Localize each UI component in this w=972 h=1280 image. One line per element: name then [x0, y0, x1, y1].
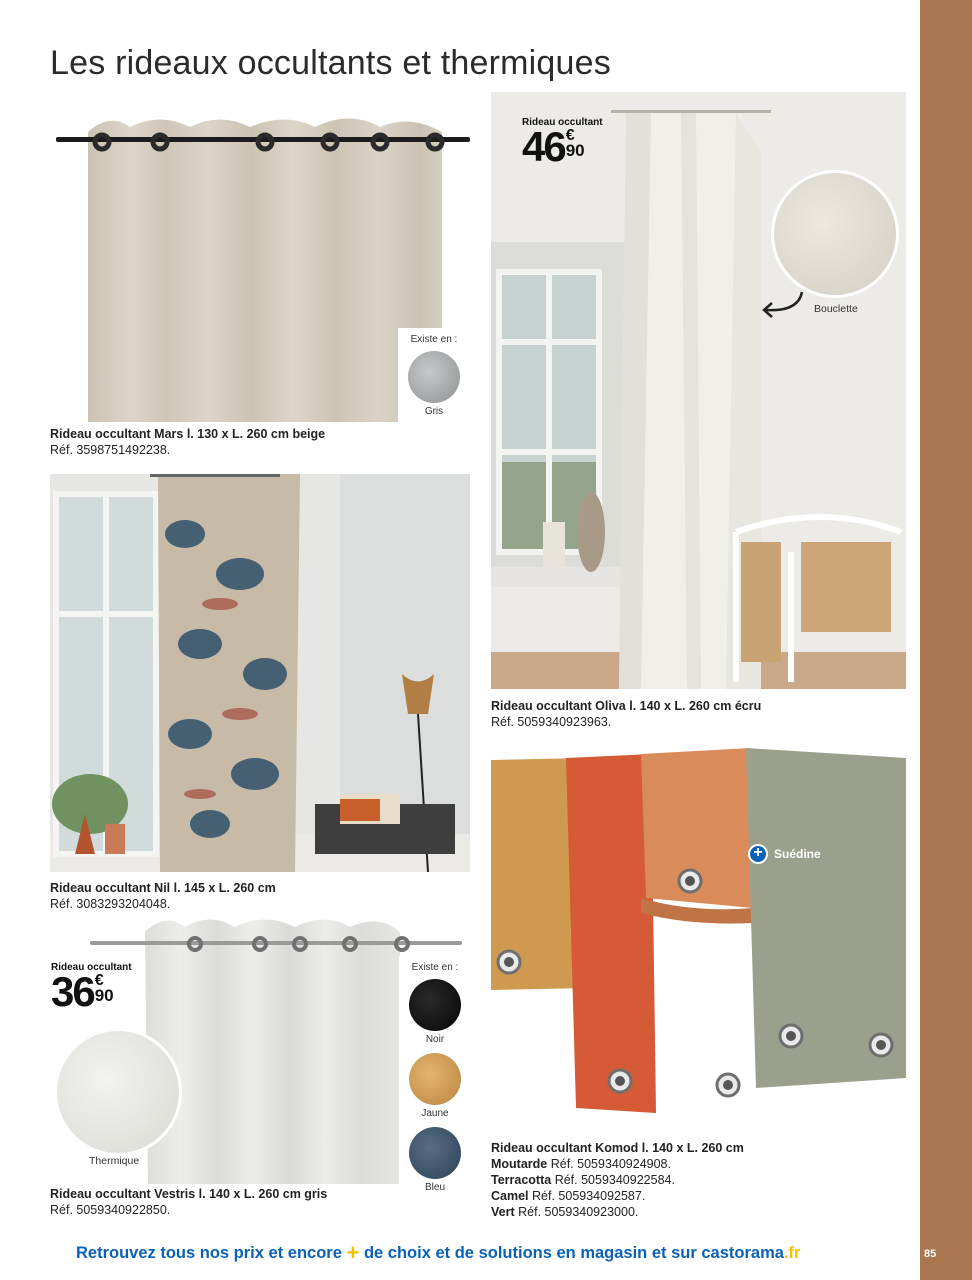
price-label: Rideau occultant [522, 117, 603, 128]
product-ref: Réf. 3598751492238. [50, 443, 171, 457]
variants-title: Existe en : [410, 334, 458, 345]
komod-caption [491, 1140, 744, 1220]
bouclette-label: Bouclette [814, 303, 858, 315]
product-name: Rideau occultant Vestris l. 140 x L. 260 cm gris [50, 1187, 328, 1201]
price-cents: 90 [565, 141, 585, 160]
bouclette-zoom-circle [771, 170, 899, 298]
swatch-noir[interactable] [409, 979, 461, 1031]
price-euros: 36 [51, 968, 94, 1015]
color-row [491, 1204, 744, 1220]
suedine-badge [748, 844, 821, 864]
color-row [491, 1156, 744, 1172]
product-ref: Réf. 5059340923963. [491, 715, 612, 729]
mars-caption [50, 426, 325, 458]
color-row [491, 1172, 744, 1188]
color-name: Vert [491, 1205, 515, 1219]
swatch-gris[interactable] [408, 351, 460, 403]
color-name: Camel [491, 1189, 529, 1203]
page-title: Les rideaux occultants et thermiques [50, 44, 611, 82]
curved-arrow-icon [758, 288, 808, 324]
nil-caption [50, 880, 276, 912]
page-number: 85 [924, 1248, 937, 1260]
color-ref: Réf. 5059340922584. [554, 1173, 675, 1187]
swatch-label: Noir [425, 1034, 445, 1045]
price-currency: € [94, 972, 104, 989]
vestris-price-tag [51, 962, 132, 1015]
oliva-price-tag [522, 117, 603, 170]
color-ref: Réf. 5059340923000. [518, 1205, 639, 1219]
thermique-zoom-circle [54, 1028, 182, 1156]
product-name: Rideau occultant Komod l. 140 x L. 260 cm [491, 1141, 744, 1155]
vestris-caption [50, 1186, 327, 1218]
mars-variants-box [398, 328, 470, 425]
yellow-plus-icon: + [346, 1240, 360, 1265]
plus-icon: + [748, 844, 768, 864]
swatch-jaune[interactable] [409, 1053, 461, 1105]
swatch-label: Gris [424, 406, 444, 417]
color-ref: Réf. 505934092587. [532, 1189, 646, 1203]
color-name: Terracotta [491, 1173, 552, 1187]
swatch-label: Jaune [421, 1108, 449, 1119]
product-name: Rideau occultant Mars l. 130 x L. 260 cm beige [50, 427, 326, 441]
variants-title: Existe en : [411, 962, 459, 973]
product-ref: Réf. 3083293204048. [50, 897, 171, 911]
price-currency: € [565, 127, 575, 144]
badge-label: Suédine [774, 847, 821, 861]
footer-link-domain[interactable]: .fr [783, 1244, 801, 1262]
product-ref: Réf. 5059340922850. [50, 1203, 171, 1217]
footer-banner [76, 1240, 800, 1266]
swatch-bleu[interactable] [409, 1127, 461, 1179]
oliva-caption [491, 698, 761, 730]
price-label: Rideau occultant [51, 962, 132, 973]
color-name: Moutarde [491, 1157, 548, 1171]
price-euros: 46 [522, 123, 565, 170]
product-name: Rideau occultant Oliva l. 140 x L. 260 cm écru [491, 699, 762, 713]
color-row [491, 1188, 744, 1204]
side-color-bar [920, 0, 972, 1280]
footer-part2: de choix et de solutions en magasin et sur castorama [363, 1244, 784, 1262]
komod-fabrics-photo [491, 748, 906, 1116]
thermique-label: Thermique [89, 1155, 140, 1167]
color-ref: Réf. 5059340924908. [550, 1157, 671, 1171]
footer-part1: Retrouvez tous nos prix et encore [76, 1244, 342, 1262]
product-name: Rideau occultant Nil l. 145 x L. 260 cm [50, 881, 276, 895]
vestris-variants-box [399, 956, 471, 1201]
swatch-label: Bleu [424, 1182, 445, 1193]
price-cents: 90 [94, 986, 114, 1005]
nil-room-photo [50, 474, 470, 872]
